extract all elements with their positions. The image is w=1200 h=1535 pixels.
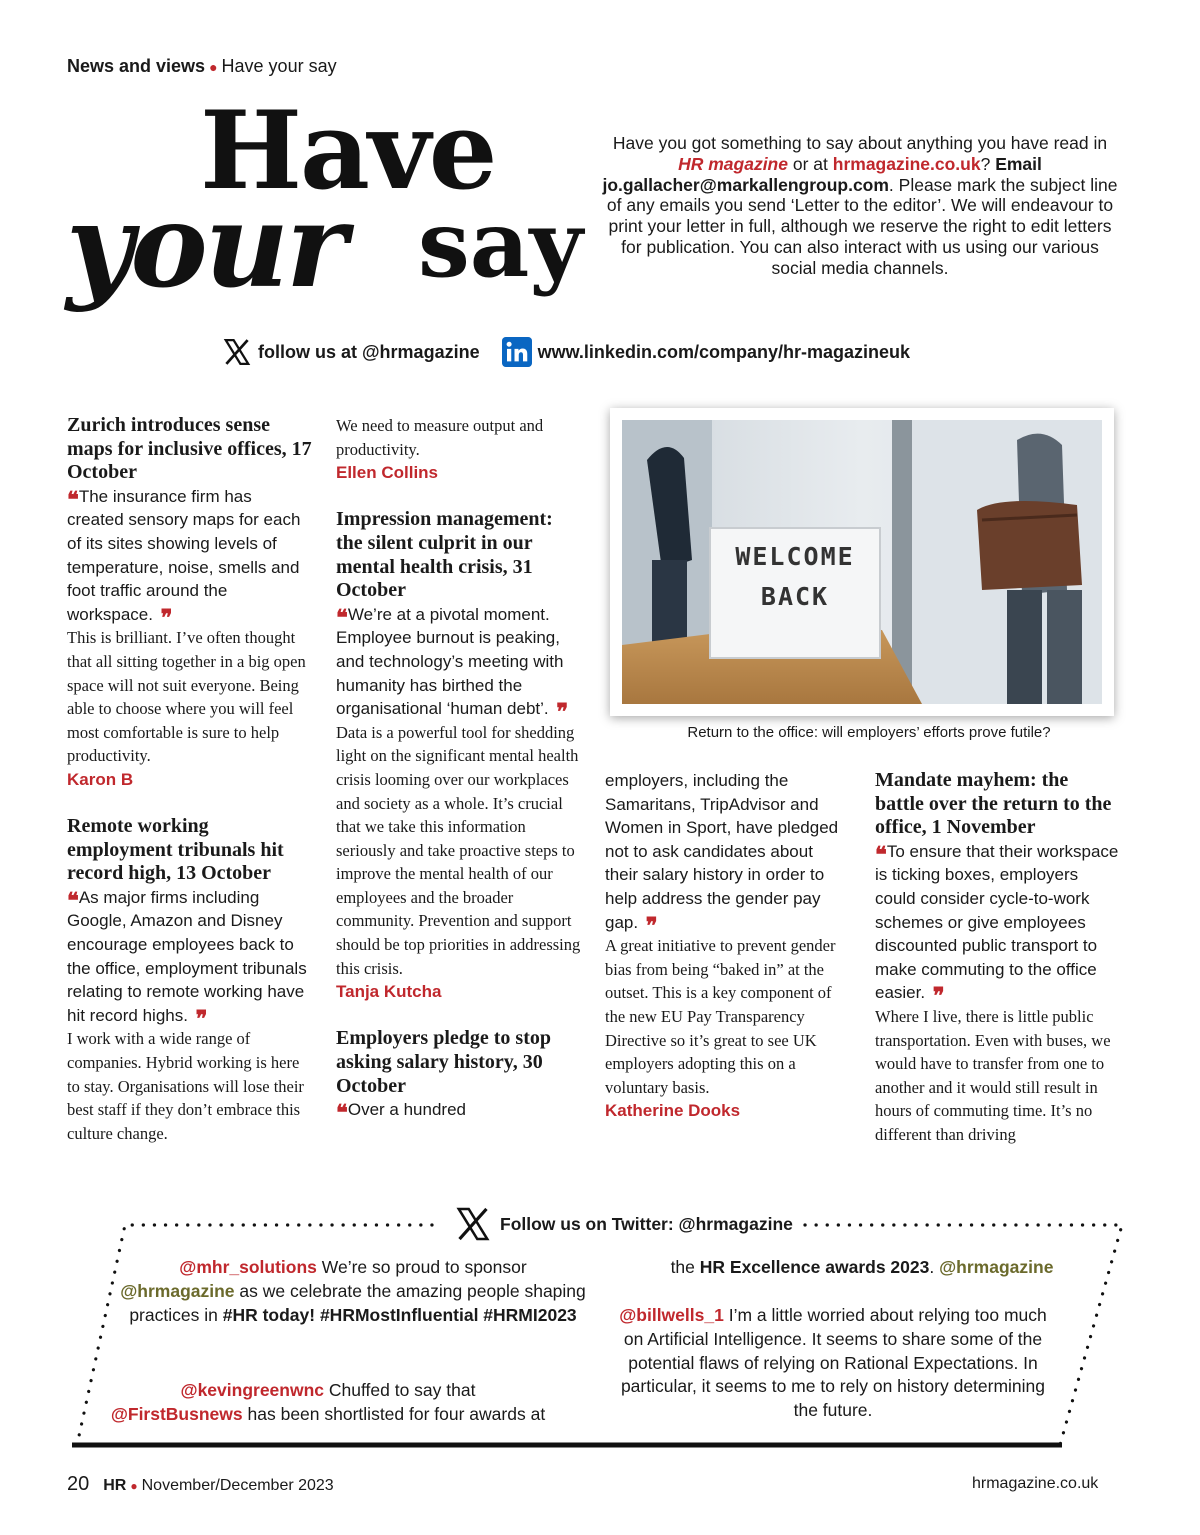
close-quote-icon: ❞ [152,604,173,631]
x-logo-icon[interactable] [222,337,252,367]
tweet-kevin-cont [612,1256,1112,1280]
intro-email[interactable]: Email jo.gallacher@markallengroup.com [602,153,1042,195]
letter-quote-pledge-start: Over a hundred [347,1100,466,1120]
photo-caption: Return to the office: will employers’ efforts prove futile? [687,724,1051,741]
letter-heading-zurich: Zurich introduces sense maps for inclusive offices, 17 October [67,414,312,484]
letter-heading-impression: Impression management: the silent culprit in our mental health crisis, 31 October [336,508,553,602]
letter-body-pledge: A great initiative to prevent gender bias from being “baked in” at the outset. This is a key component of the new EU Pay Transparency Directive so it’s great to see UK employers adopting this on a voluntary basis. [605,936,836,1097]
tweet-text: Chuffed to say that [328,1380,476,1400]
breadcrumb [67,56,337,77]
tweet-handle-mhr[interactable]: @mhr_solutions [179,1257,317,1277]
tweet-text: We’re so proud to sponsor [321,1257,527,1277]
tweet-mention-hrmagazine[interactable]: @hrmagazine [120,1280,235,1301]
intro-p2: . Please mark the subject line of any emails you send ‘Letter to the editor’. We will endeavour to print your letter in full, although we reserve the right to edit letters for publication. You can also interact with us using our various social media channels. [606,174,1118,278]
column-3 [605,769,850,1123]
tweet-mention-firstbus[interactable]: @FirstBusnews [110,1403,243,1424]
linkedin-url[interactable]: www.linkedin.com/company/hr-magazineuk [537,341,911,362]
tweet-hashtags[interactable]: #HR today! #HRMostInfluential #HRMI2023 [222,1304,577,1325]
letter-author-remote: Ellen Collins [336,463,439,483]
open-quote-icon: ❝ [336,1100,348,1127]
column-4 [875,769,1120,1147]
tweet-handle-bill[interactable]: @billwells_1 [619,1305,724,1325]
close-quote-icon: ❞ [548,699,569,726]
twitter-header [448,1205,799,1243]
bullet-icon: ● [130,1479,138,1493]
column-2 [336,414,581,1127]
sign-back: BACK [760,582,830,611]
letter-heading-pledge: Employers pledge to stop asking salary history, 30 October [336,1027,551,1097]
subsection-name: Have your say [221,56,337,76]
tweet-mhr [88,1256,618,1327]
letter-body-remote: I work with a wide range of companies. Hybrid working is here to stay. Organisations will lose their best staff if they don’t embrace this culture change. [67,1029,304,1143]
x-logo-icon[interactable] [454,1205,492,1243]
intro-p1: Have you got something to say about anything you have read in [612,133,1108,153]
letter-quote-mandate: To ensure that their workspace is ticking boxes, employers could consider cycle-to-work schemes or give employees discounted public transport to make commuting to the office easier. [875,841,1119,1003]
tweet-dot: . [929,1257,935,1277]
open-quote-icon: ❝ [875,841,887,868]
photo-frame [610,408,1114,716]
letter-quote-remote: As major firms including Google, Amazon and Disney encourage employees back to the office, employment tribunals relating to remote working have hit record highs. [67,887,307,1025]
intro-site-link[interactable]: hrmagazine.co.uk [832,153,981,174]
letter-quote-pledge-cont: employers, including the Samaritans, TripAdvisor and Women in Sport, have pledged not to ask candidates about their salary history in order to help address the gender pay gap. [605,771,839,932]
tweet-bill [608,1304,1058,1423]
title-say: say [418,190,583,298]
letter-heading-mandate: Mandate mayhem: the battle over the return to the office, 1 November [875,769,1112,839]
letter-body-impression: Data is a powerful tool for shedding light on the significant mental health crisis looming over our workplaces and society as a whole. It’s crucial that we take this information seriously and take proactive steps to improve the mental health of our employees and the broader community. Prevention and support should be top priorities in addressing this crisis. [336,722,581,978]
tweet-text: has been shortlisted for four awards at [247,1403,546,1424]
letter-body-mandate: Where I live, there is little public transportation. Even with buses, we would have to transfer from one to another and it would still result in hours of commuting time. It’s no different than driving [875,1006,1111,1144]
open-quote-icon: ❝ [67,887,79,914]
letter-author-impression: Tanja Kutcha [336,982,442,1002]
intro-q: ? [980,153,991,174]
x-follow-text[interactable]: follow us at @hrmagazine [258,341,480,362]
tweet-text: the [670,1257,695,1277]
tweet-kevin [78,1379,578,1427]
page-number: 20 [67,1473,90,1495]
open-quote-icon: ❝ [336,604,348,631]
tweet-mention-hrmagazine-2[interactable]: @hrmagazine [939,1257,1054,1277]
intro-or-at: or at [792,153,828,174]
letter-body-zurich: This is brilliant. I’ve often thought that all sitting together in a big open space will not suit everyone. Being able to choose where you will feel most comfortable is sure to help productivity. [67,628,306,766]
footer [67,1473,334,1496]
title-have: Have [200,88,496,214]
letter-author-zurich: Karon B [67,769,134,789]
publication-name: HR [103,1477,127,1494]
sign-welcome: WELCOME [735,542,855,571]
column-1 [67,414,312,1145]
letter-quote-zurich: The insurance firm has created sensory maps for each of its sites showing levels of temperature, noise, smells and foot traffic around the workspace. [67,486,301,624]
issue-date: November/December 2023 [141,1477,334,1494]
letter-body-remote-cont: We need to measure output and productivity. [336,416,544,459]
tweet-award: HR Excellence awards 2023 [699,1257,930,1277]
close-quote-icon: ❞ [187,1005,208,1032]
social-row [222,334,910,370]
letter-author-pledge: Katherine Dooks [605,1101,741,1121]
title-your: your [66,178,345,314]
letter-quote-impression: We’re at a pivotal moment. Employee burnout is peaking, and technology’s meeting with humanity has birthed the organisational ‘human debt’. [336,604,564,719]
footer-site[interactable]: hrmagazine.co.uk [972,1475,1099,1492]
linkedin-logo-icon[interactable] [502,337,532,367]
tweet-handle-kevin[interactable]: @kevingreenwnc [180,1380,325,1400]
close-quote-icon: ❞ [638,912,658,939]
tweet-text: as we celebrate the amazing people shaping practices in [129,1280,586,1325]
twitter-header-text[interactable]: Follow us on Twitter: @hrmagazine [500,1213,793,1234]
tweet-text: I’m a little worried about relying too much on Artificial Intelligence. It seems to share some of the potential flaws of relying on Rational Expectations. In particular, it seems to me to rely on history determining the future. [620,1305,1047,1421]
bullet-icon: ● [209,59,218,75]
open-quote-icon: ❝ [67,486,79,513]
letter-heading-remote: Remote working employment tribunals hit record high, 13 October [67,815,284,885]
section-name: News and views [67,56,206,76]
close-quote-icon: ❞ [925,983,945,1010]
intro-text [600,133,1120,279]
office-photo [622,420,1102,704]
hr-magazine-name: HR magazine [678,153,788,174]
